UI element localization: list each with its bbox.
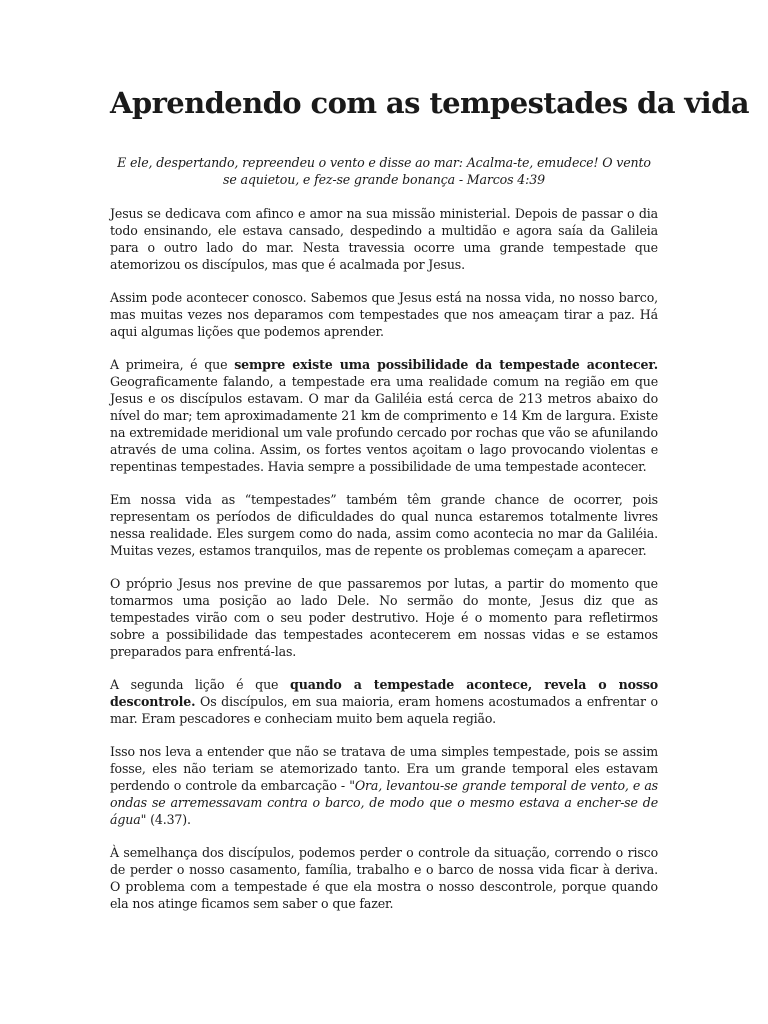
paragraph-7-quote: "Ora, levantou-se grande temporal de vento, e as ondas se arremessavam contra o barco, de modo que o mesmo estava a encher-se de água": [110, 778, 658, 827]
paragraph-3-intro: A primeira, é que: [110, 357, 235, 372]
paragraph-6-emphasis: quando a tempestade acontece, revela o nosso descontrole.: [110, 677, 659, 709]
paragraph-8: À semelhança dos discípulos, podemos perder o controle da situação, correndo o risco de perder o nosso casamento, família, trabalho e o barco de nossa vida ficar à deriva. O problema com a tempestade é que ela mostra o nosso descontrole, porque quando ela nos atinge ficamos sem saber o que fazer.: [110, 845, 658, 911]
paragraph-3: [110, 356, 658, 475]
paragraph-6-intro: A segunda lição é que: [110, 677, 291, 692]
paragraph-7-reference: (4.37).: [146, 812, 191, 827]
paragraph-2: Assim pode acontecer conosco. Sabemos que Jesus está na nossa vida, no nosso barco, mas muitas vezes nos deparamos com tempestades que nos ameaçam tirar a paz. Há aqui algumas lições que podemos aprender.: [110, 290, 658, 339]
paragraph-3-text: Geograficamente falando, a tempestade era uma realidade comum na região em que Jesus e os discípulos estavam. O mar da Galiléia está cerca de 213 metros abaixo do nível do mar; tem aproximadamente 21 km de comprimento e 14 Km de largura. Existe na extremidade meridional um vale profundo cercado por rochas que vão se afunilando através de uma colina. Assim, os fortes ventos açoitam o lago provocando violentas e repentinas tempestades. Havia sempre a possibilidade de uma tempestade acontecer.: [110, 374, 658, 474]
document-body: [110, 205, 658, 928]
paragraph-1: Jesus se dedicava com afinco e amor na sua missão ministerial. Depois de passar o dia todo ensinando, ele estava cansado, despedindo a multidão e agora saía da Galileia para o outro lado do mar. Nesta travessia ocorre uma grande tempestade que atemorizou os discípulos, mas que é acalmada por Jesus.: [110, 206, 658, 272]
paragraph-5: O próprio Jesus nos previne de que passaremos por lutas, a partir do momento que tomarmos uma posição ao lado Dele. No sermão do monte, Jesus diz que as tempestades virão com o seu poder destrutivo. Hoje é o momento para refletirmos sobre a possibilidade das tempestades acontecerem em nossas vidas e se estamos preparados para enfrentá-las.: [110, 576, 658, 659]
paragraph-6: [110, 676, 658, 727]
epigraph-quote: E ele, despertando, repreendeu o vento e disse ao mar: Acalma-te, emudece! O vento se aquietou, e fez-se grande bonança - Marcos 4:39: [117, 155, 651, 187]
paragraph-6-text: Os discípulos, em sua maioria, eram homens acostumados a enfrentar o mar. Eram pescadores e conheciam muito bem aquela região.: [110, 694, 658, 726]
paragraph-4: Em nossa vida as “tempestades” também têm grande chance de ocorrer, pois representam os períodos de dificuldades do qual nunca estaremos totalmente livres nessa realidade. Eles surgem como do nada, assim como acontecia no mar da Galiléia. Muitas vezes, estamos tranquilos, mas de repente os problemas começam a aparecer.: [110, 492, 658, 558]
paragraph-7-intro: Isso nos leva a entender que não se tratava de uma simples tempestade, pois se assim fosse, eles não teriam se atemorizado tanto. Era um grande temporal eles estavam perdendo o controle da embarcação -: [110, 744, 658, 793]
paragraph-7: [110, 743, 658, 828]
document-title: Aprendendo com as tempestades da vida: [110, 86, 749, 120]
paragraph-3-emphasis: sempre existe uma possibilidade da tempestade acontecer.: [234, 357, 658, 372]
